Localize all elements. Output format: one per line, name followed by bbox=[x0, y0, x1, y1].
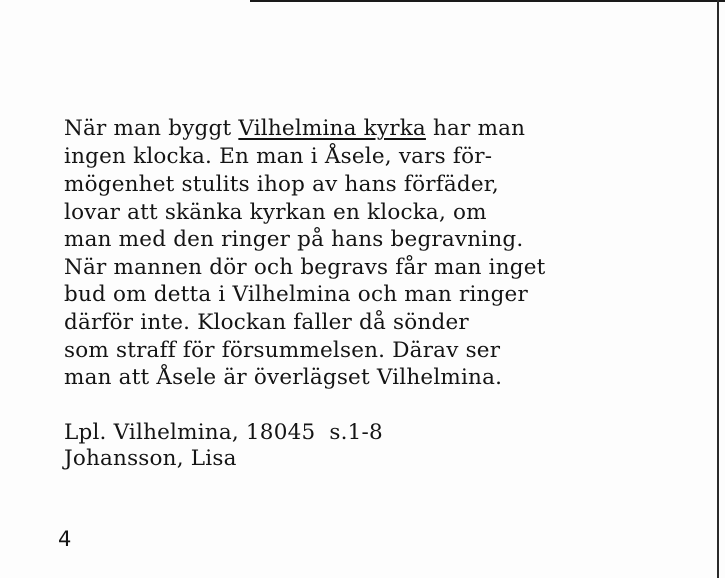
reference-location-line: Lpl. Vilhelmina, 18045 s.1-8 bbox=[64, 420, 383, 445]
underlined-place-name: Vilhelmina kyrka bbox=[238, 116, 426, 141]
body-line-3: mögenhet stulits ihop av hans förfäder, bbox=[64, 172, 499, 197]
body-line-2: ingen klocka. En man i Åsele, vars för- bbox=[64, 144, 493, 169]
body-line-1 bbox=[64, 116, 525, 142]
card-top-edge bbox=[250, 0, 725, 2]
body-line-9: som straff för försummelsen. Därav ser bbox=[64, 338, 501, 363]
body-line-1-end: har man bbox=[425, 116, 526, 141]
body-line-1-start: När man byggt bbox=[64, 116, 239, 141]
page-number: 4 bbox=[58, 527, 72, 551]
card-right-edge bbox=[717, 0, 719, 578]
body-line-10: man att Åsele är överlägset Vilhelmina. bbox=[64, 365, 503, 390]
reference-informant-line: Johansson, Lisa bbox=[64, 446, 237, 471]
body-line-4: lovar att skänka kyrkan en klocka, om bbox=[64, 200, 487, 225]
body-line-7: bud om detta i Vilhelmina och man ringer bbox=[64, 282, 528, 307]
body-line-6: När mannen dör och begravs får man inget bbox=[64, 255, 546, 280]
body-line-5: man med den ringer på hans begravning. bbox=[64, 227, 524, 252]
body-line-8: därför inte. Klockan faller då sönder bbox=[64, 310, 469, 335]
